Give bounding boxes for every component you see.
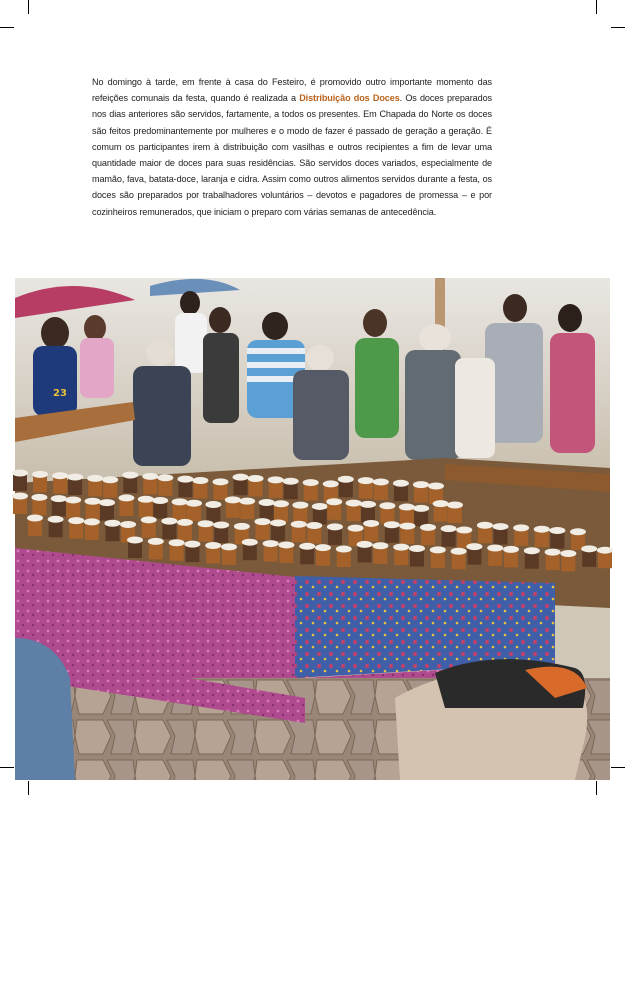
doce-pot-lid <box>268 476 284 483</box>
doce-pot-lid <box>273 500 289 507</box>
doce-pot-lid <box>27 515 43 522</box>
doce-pot-lid <box>420 524 436 531</box>
doce-pot-lid <box>513 524 529 531</box>
doce-pot-lid <box>363 520 379 527</box>
doce-pot-lid <box>323 480 339 487</box>
doce-pot-lid <box>327 523 343 530</box>
doce-pot-lid <box>225 496 241 503</box>
doce-pot-lid <box>120 521 136 528</box>
doce-pot-lid <box>99 499 115 506</box>
doce-pot-lid <box>12 493 28 500</box>
doce-pot-lid <box>326 498 342 505</box>
doce-pot-lid <box>152 497 168 504</box>
crop-mark <box>611 767 625 768</box>
doce-pot-lid <box>104 520 120 527</box>
doce-pot-lid <box>242 539 258 546</box>
doce-pot-lid <box>597 547 613 554</box>
crop-mark <box>28 781 29 795</box>
photo-caption: Doces distribuídos pelo Rei Festeiro 2023. Fonte: Acervo Iepha-MG <box>108 997 288 1004</box>
doce-pot-lid <box>192 477 208 484</box>
doce-pot-lid <box>138 496 154 503</box>
doce-pot-lid <box>357 541 373 548</box>
doce-pot-lid <box>292 502 308 509</box>
doce-pot-lid <box>534 526 550 533</box>
doce-pot-lid <box>379 502 395 509</box>
doce-pot-lid <box>177 476 193 483</box>
doce-pot-lid <box>306 522 322 529</box>
doce-pot-lid <box>430 546 446 553</box>
doce-pot-lid <box>493 523 509 530</box>
doce-pot-lid <box>336 546 352 553</box>
doce-pot-lid <box>102 476 118 483</box>
doce-pot-lid <box>184 541 200 548</box>
doce-pot-lid <box>524 547 540 554</box>
doce-pot-lid <box>549 527 565 534</box>
doce-pot-lid <box>384 521 400 528</box>
doce-pot-lid <box>148 538 164 545</box>
doce-pot-lid <box>338 476 354 483</box>
doce-pot-lid <box>441 525 457 532</box>
doce-pot-lid <box>358 477 374 484</box>
doce-pot-lid <box>172 498 188 505</box>
doce-pot-lid <box>413 481 429 488</box>
doce-pot-lid <box>346 500 362 507</box>
doce-pot-lid <box>278 541 294 548</box>
doce-pot-lid <box>487 544 503 551</box>
doce-pot-lid <box>122 472 138 479</box>
doce-pot-lid <box>186 500 202 507</box>
doce-pot-lid <box>451 548 467 555</box>
doce-pot-lid <box>399 504 415 511</box>
doce-pot-lid <box>399 523 415 530</box>
doce-pot-lid <box>299 543 315 550</box>
crop-mark <box>0 27 14 28</box>
doce-pot-lid <box>118 494 134 501</box>
paragraph-text-start: No domingo à tarde, em frente à casa do Festeiro, é promovido outro importante momento das refeições comunais da festa, quando é realizada a <box>92 77 492 104</box>
doce-pot-lid <box>234 523 250 530</box>
doce-pot-lid <box>428 483 444 490</box>
crop-mark <box>596 781 597 795</box>
doce-pot-lid <box>205 501 221 508</box>
doce-pot-lid <box>263 540 279 547</box>
doce-pot-lid <box>477 522 493 529</box>
doce-pot-lid <box>315 544 331 551</box>
doce-pot-lid <box>433 500 449 507</box>
doce-pot-lid <box>270 519 286 526</box>
crop-mark <box>28 0 29 14</box>
crop-mark <box>0 767 14 768</box>
doce-pot-lid <box>393 544 409 551</box>
doce-pot-lid <box>161 518 177 525</box>
doce-pot-lid <box>581 545 597 552</box>
doce-pot-lid <box>31 494 47 501</box>
doce-pot-lid <box>67 474 83 481</box>
doce-pot-lid <box>213 522 229 529</box>
doce-pot-lid <box>12 470 28 477</box>
doce-pot-lid <box>560 550 576 557</box>
doce-pot-lid <box>360 501 376 508</box>
doce-pot-lid <box>85 498 101 505</box>
body-paragraph <box>92 74 492 220</box>
doce-pot-lid <box>32 471 48 478</box>
doce-pot-lid <box>239 498 255 505</box>
doce-pot-lid <box>413 505 429 512</box>
doce-pot-lid <box>169 539 185 546</box>
photo-doces-distribution <box>15 278 610 1004</box>
doce-pot-lid <box>212 478 228 485</box>
doce-pot-lid <box>283 478 299 485</box>
doce-pot-lid <box>141 516 157 523</box>
shirt-number: 23 <box>53 388 67 399</box>
doce-pot-lid <box>205 542 221 549</box>
doce-pot-lid <box>142 473 158 480</box>
doce-pot-lid <box>447 502 463 509</box>
doce-pot-lid <box>456 526 472 533</box>
doce-pot-lid <box>221 543 237 550</box>
doce-pot-lid <box>248 475 264 482</box>
doce-pot-lid <box>303 479 319 486</box>
doce-pot-lid <box>503 546 519 553</box>
doce-pot-lid <box>68 517 84 524</box>
doce-pot-lid <box>291 521 307 528</box>
doce-pot-lid <box>393 480 409 487</box>
doce-pot-lid <box>409 545 425 552</box>
doce-pot-lid <box>157 474 173 481</box>
doce-pot-lid <box>373 478 389 485</box>
doce-pot-lid <box>52 472 68 479</box>
doce-pot-lid <box>84 518 100 525</box>
doce-pot-lid <box>312 503 328 510</box>
highlight-term: Distribuição dos Doces <box>299 93 400 104</box>
doce-pot-lid <box>254 518 270 525</box>
doce-pot-lid <box>127 537 143 544</box>
doce-pot-lid <box>570 528 586 535</box>
doce-pot-lid <box>51 495 67 502</box>
doce-pot-lid <box>348 525 364 532</box>
doce-pot-lid <box>177 519 193 526</box>
doce-pot-lid <box>198 520 214 527</box>
crop-mark <box>596 0 597 14</box>
doce-pot-lid <box>233 474 249 481</box>
paragraph-text-end: . Os doces preparados nos dias anteriores são servidos, fartamente, a todos os presentes. Em Chapada do Norte os doces são feitos predominantemente por mulheres e o modo de fazer é passado de geração a geração. É comum os participantes irem à distribuição com vasilhas e outros recipientes a fim de levar uma quantidade maior de doces para suas residências. São servidos doces variados, especialmente de mamão, fava, batata-doce, laranja e cidra. Assim como outros alimentos servidos durante a festa, os doces são preparados por trabalhadores voluntários – devotos e pagadores de promessa – e por cozinheiros remunerados, que iniciam o preparo com várias semanas de antecedência. <box>92 93 492 217</box>
doce-pot-lid <box>87 475 103 482</box>
doce-pot-lid <box>372 542 388 549</box>
doce-pot-lid <box>48 516 64 523</box>
doce-pot-lid <box>65 496 81 503</box>
doce-pot-lid <box>545 549 561 556</box>
crop-mark <box>611 27 625 28</box>
doce-pot-lid <box>259 499 275 506</box>
doce-pot-lid <box>466 543 482 550</box>
